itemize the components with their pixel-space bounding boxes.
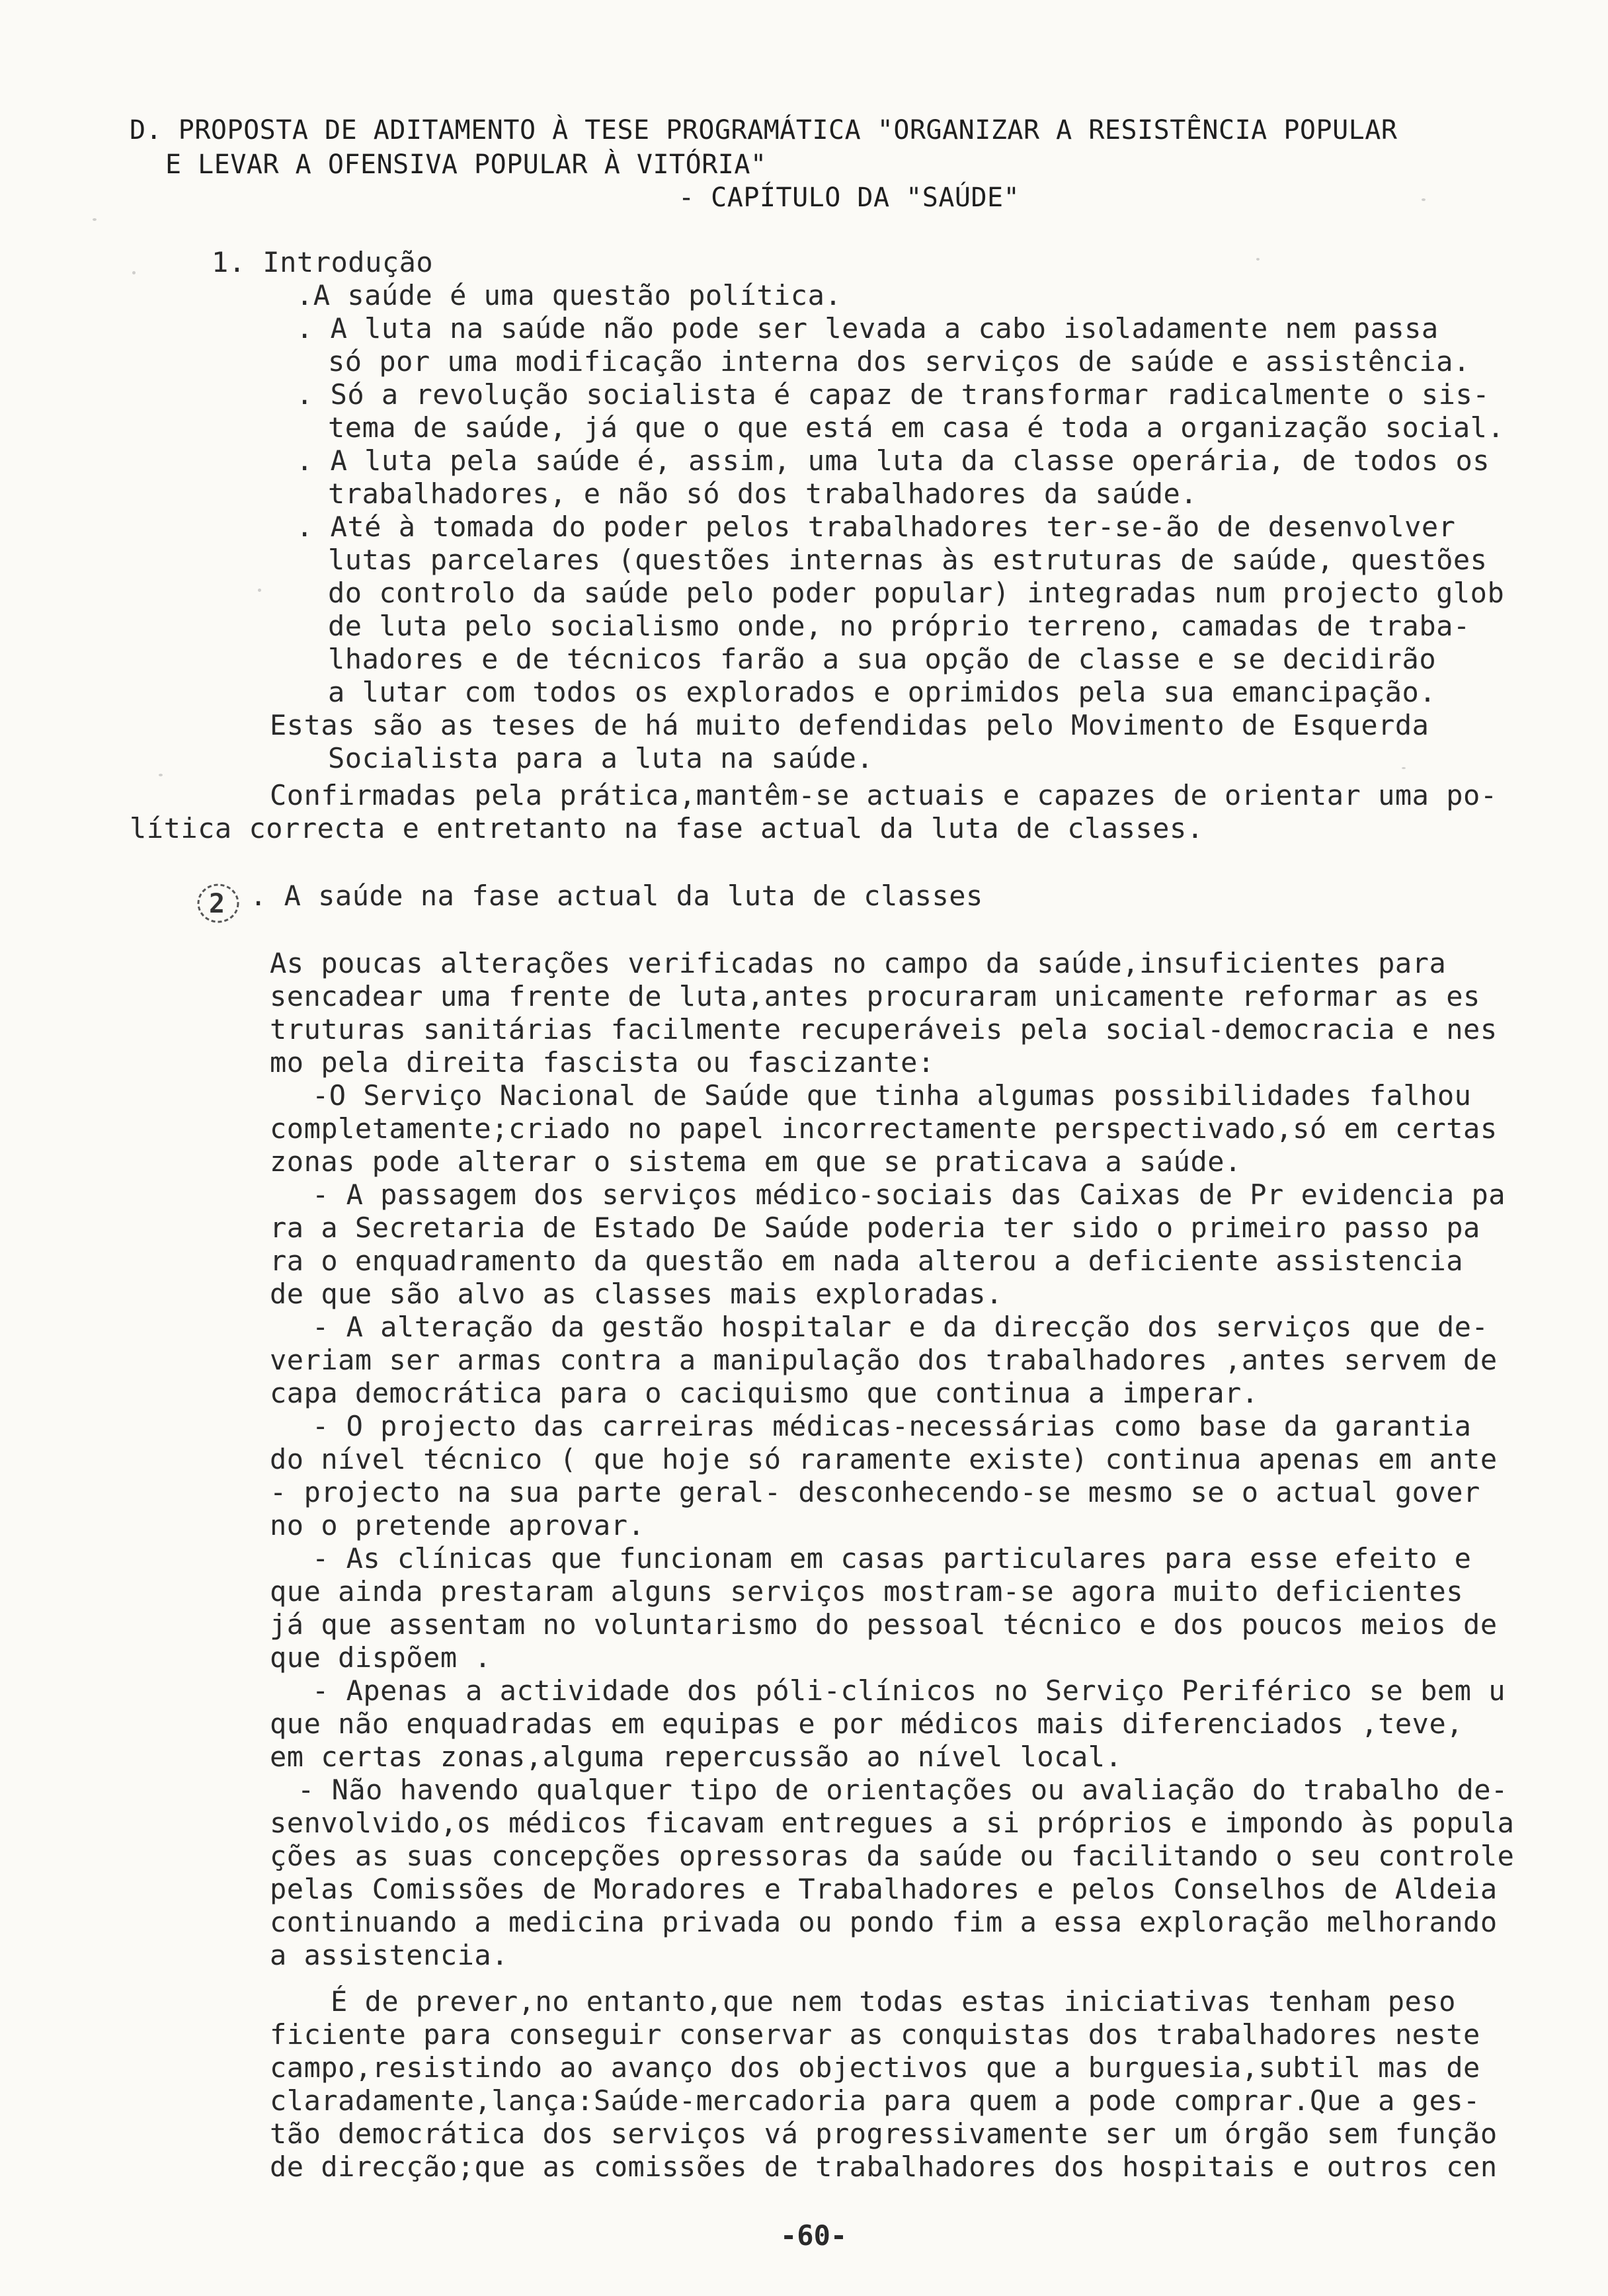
paragraph-line: tão democrática dos serviços vá progressivamente ser um órgão sem função — [270, 2117, 1498, 2150]
header-line-3: - CAPÍTULO DA "SAÚDE" — [678, 183, 1020, 213]
paragraph-line: do controlo da saúde pelo poder popular) integradas num projecto glob — [328, 577, 1505, 609]
paragraph-line: truturas sanitárias facilmente recuperáveis pela social-democracia e nes — [270, 1013, 1498, 1046]
paragraph-line: a lutar com todos os explorados e oprimidos pela sua emancipação. — [328, 676, 1437, 708]
section-1-heading: 1. Introdução — [212, 246, 434, 278]
paragraph-line: mo pela direita fascista ou fascizante: — [270, 1046, 935, 1079]
paragraph-line: - A alteração da gestão hospitalar e da direcção dos serviços que de- — [312, 1311, 1489, 1343]
paragraph-line: senvolvido,os médicos ficavam entregues a si próprios e impondo às popula — [270, 1807, 1515, 1839]
paragraph-line: lhadores e de técnicos farão a sua opção de classe e se decidirão — [328, 643, 1437, 675]
paragraph-line: ra a Secretaria de Estado De Saúde poderia ter sido o primeiro passo pa — [270, 1211, 1480, 1244]
paragraph-line: veriam ser armas contra a manipulação dos trabalhadores ,antes servem de — [270, 1344, 1498, 1376]
paragraph-line: só por uma modificação interna dos serviços de saúde e assistência. — [328, 345, 1470, 378]
paragraph-line: pelas Comissões de Moradores e Trabalhadores e pelos Conselhos de Aldeia — [270, 1873, 1498, 1905]
page-number: -60- — [780, 2219, 848, 2252]
paragraph-line: - A passagem dos serviços médico-sociais das Caixas de Pr evidencia pa — [312, 1178, 1506, 1211]
paragraph-line: - Apenas a actividade dos póli-clínicos no Serviço Periférico se bem u — [312, 1674, 1506, 1707]
paragraph-line: lítica correcta e entretanto na fase actual da luta de classes. — [130, 812, 1204, 844]
scan-speck — [93, 218, 97, 221]
paragraph-line: Confirmadas pela prática,mantêm-se actuais e capazes de orientar uma po- — [270, 779, 1498, 811]
paragraph-line: - O projecto das carreiras médicas-necessárias como base da garantia — [312, 1410, 1472, 1442]
scan-speck — [132, 271, 136, 274]
paragraph-line: de luta pelo socialismo onde, no próprio terreno, camadas de traba- — [328, 610, 1470, 642]
paragraph-line: de direcção;que as comissões de trabalhadores dos hospitais e outros cen — [270, 2151, 1498, 2183]
paragraph-line: . Só a revolução socialista é capaz de transformar radicalmente o sis- — [296, 378, 1490, 411]
paragraph-line: -O Serviço Nacional de Saúde que tinha algumas possibilidades falhou — [312, 1079, 1472, 1112]
paragraph-line: que não enquadradas em equipas e por médicos mais diferenciados ,teve, — [270, 1707, 1464, 1740]
paragraph-line: a assistencia. — [270, 1939, 509, 1971]
paragraph-line: campo,resistindo ao avanço dos objectivos que a burguesia,subtil mas de — [270, 2051, 1480, 2084]
paragraph-line: no o pretende aprovar. — [270, 1509, 645, 1541]
paragraph-line: - projecto na sua parte geral- desconhecendo-se mesmo se o actual gover — [270, 1476, 1480, 1508]
paragraph-line: ções as suas concepções opressoras da saúde ou facilitando o seu controle — [270, 1840, 1515, 1872]
circled-section-number — [192, 880, 251, 926]
section-2-heading: . A saúde na fase actual da luta de classes — [250, 880, 983, 912]
header-line-2: E LEVAR A OFENSIVA POPULAR À VITÓRIA" — [165, 149, 767, 180]
header-line-1: D. PROPOSTA DE ADITAMENTO À TESE PROGRAMÁTICA "ORGANIZAR A RESISTÊNCIA POPULAR — [130, 115, 1398, 145]
paragraph-line: de que são alvo as classes mais exploradas. — [270, 1278, 1003, 1310]
paragraph-line: do nível técnico ( que hoje só raramente existe) continua apenas em ante — [270, 1443, 1498, 1475]
paragraph-line: ficiente para conseguir conservar as conquistas dos trabalhadores neste — [270, 2018, 1480, 2051]
paragraph-line: que dispõem . — [270, 1641, 492, 1674]
section-2-number: 2 — [209, 889, 225, 919]
paragraph-line: continuando a medicina privada ou pondo fim a essa exploração melhorando — [270, 1906, 1498, 1938]
paragraph-line: trabalhadores, e não só dos trabalhadores da saúde. — [328, 477, 1198, 510]
paragraph-line: claradamente,lança:Saúde-mercadoria para quem a pode comprar.Que a ges- — [270, 2084, 1480, 2117]
paragraph-line: lutas parcelares (questões internas às estruturas de saúde, questões — [328, 544, 1488, 576]
scan-speck — [1402, 767, 1406, 769]
paragraph-line: tema de saúde, já que o que está em casa é toda a organização social. — [328, 411, 1505, 444]
paragraph-line: . A luta na saúde não pode ser levada a cabo isoladamente nem passa — [296, 312, 1439, 345]
paragraph-line: As poucas alterações verificadas no campo da saúde,insuficientes para — [270, 947, 1447, 979]
paragraph-line: em certas zonas,alguma repercussão ao nível local. — [270, 1741, 1123, 1773]
paragraph-line: É de prever,no entanto,que nem todas estas iniciativas tenham peso — [331, 1985, 1456, 2018]
paragraph-line: que ainda prestaram alguns serviços mostram-se agora muito deficientes — [270, 1575, 1464, 1608]
paragraph-line: Estas são as teses de há muito defendidas pelo Movimento de Esquerda — [270, 709, 1429, 741]
scan-speck — [159, 774, 163, 776]
scan-speck — [1422, 198, 1426, 201]
paragraph-line: . Até à tomada do poder pelos trabalhadores ter-se-ão de desenvolver — [296, 511, 1456, 543]
paragraph-line: já que assentam no voluntarismo do pessoal técnico e dos poucos meios de — [270, 1608, 1498, 1641]
paragraph-line: . A luta pela saúde é, assim, uma luta da classe operária, de todos os — [296, 444, 1490, 477]
paragraph-line: capa democrática para o caciquismo que continua a imperar. — [270, 1377, 1259, 1409]
scan-speck — [1256, 258, 1260, 261]
scan-speck — [258, 589, 261, 592]
paragraph-line: .A saúde é uma questão política. — [296, 279, 842, 311]
paragraph-line: completamente;criado no papel incorrectamente perspectivado,só em certas — [270, 1112, 1498, 1145]
paragraph-line: - As clínicas que funcionam em casas particulares para esse efeito e — [312, 1542, 1472, 1575]
paragraph-line: Socialista para a luta na saúde. — [328, 742, 874, 774]
paragraph-line: sencadear uma frente de luta,antes procuraram unicamente reformar as es — [270, 980, 1480, 1012]
paragraph-line: ra o enquadramento da questão em nada alterou a deficiente assistencia — [270, 1245, 1464, 1277]
paragraph-line: zonas pode alterar o sistema em que se praticava a saúde. — [270, 1145, 1242, 1178]
paragraph-line: - Não havendo qualquer tipo de orientações ou avaliação do trabalho de- — [298, 1774, 1508, 1806]
